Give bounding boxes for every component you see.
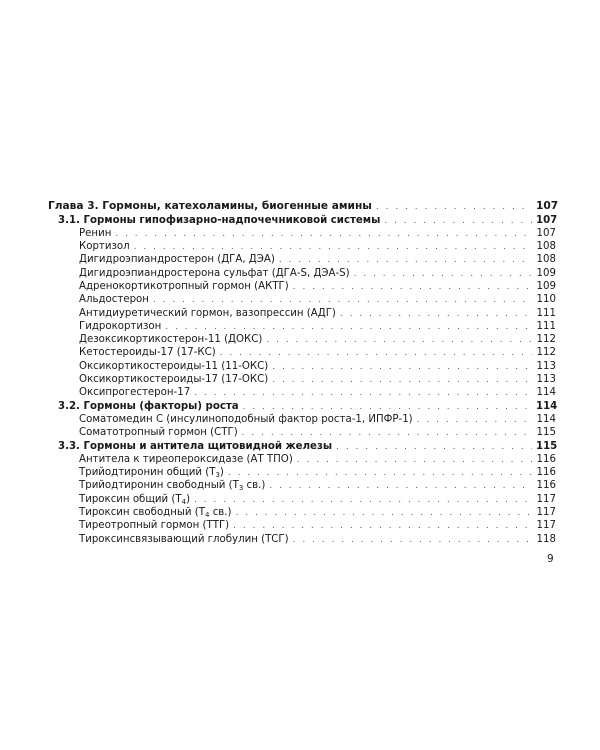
- toc-item-row[interactable]: [48, 307, 556, 320]
- toc-page-number: 113: [536, 374, 556, 386]
- toc-page-number: 108: [536, 254, 556, 266]
- toc-item-row[interactable]: [48, 320, 556, 333]
- dot-leader: [266, 334, 532, 347]
- toc-page-number: 115: [536, 427, 556, 439]
- toc-page-number: 117: [536, 493, 556, 505]
- toc-item-row[interactable]: [48, 533, 556, 546]
- toc-title-text: Оксипрогестерон-17: [79, 387, 191, 399]
- toc-section-title: [48, 440, 332, 453]
- toc-item-title: [48, 253, 275, 266]
- toc-page-number: 112: [536, 334, 556, 346]
- toc-title-subscript: 4: [204, 511, 210, 520]
- toc-item-row[interactable]: [48, 280, 556, 293]
- toc-page-number: 111: [536, 320, 556, 332]
- toc-item-row[interactable]: [48, 426, 556, 439]
- dot-leader: [336, 441, 532, 454]
- toc-title-text: Соматотропный гормон (СТГ): [79, 427, 238, 439]
- dot-leader: [293, 281, 532, 294]
- toc-section-title: [48, 400, 239, 413]
- dot-leader: [269, 480, 532, 493]
- toc-title-tail: ): [186, 493, 191, 505]
- toc-item-title: [48, 307, 336, 320]
- toc-title-text: Антидиуретический гормон, вазопрессин (АДГ): [79, 307, 336, 319]
- toc-item-title: [48, 360, 268, 373]
- toc-title-text: Гидрокортизон: [79, 320, 162, 332]
- toc-page-number: 118: [536, 533, 556, 545]
- dot-leader: [153, 294, 532, 307]
- toc-section-row[interactable]: [48, 440, 556, 453]
- toc-item-row[interactable]: [48, 466, 556, 479]
- toc-chapter-page: 107: [536, 200, 559, 212]
- toc-item-row[interactable]: [48, 346, 556, 359]
- toc-item-row[interactable]: [48, 519, 556, 532]
- dot-leader: [134, 241, 532, 254]
- toc-page-number: 107: [536, 214, 558, 226]
- dot-leader: [384, 215, 532, 228]
- dot-leader: [236, 507, 532, 520]
- dot-leader: [194, 494, 532, 507]
- toc-page-number: 114: [536, 387, 556, 399]
- toc-title-tail: ): [219, 467, 224, 479]
- toc-title-text: 3.3. Гормоны и антитела щитовидной железы: [58, 440, 333, 452]
- toc-page-number: 107: [536, 227, 556, 239]
- toc-page-number: 115: [536, 440, 558, 452]
- toc-item-row[interactable]: [48, 413, 556, 426]
- dot-leader: [272, 374, 532, 387]
- toc-title-text: Тироксин общий (Т: [79, 493, 182, 505]
- toc-page-number: 110: [536, 294, 556, 306]
- toc-item-title: [48, 320, 161, 333]
- toc-title-text: 3.1. Гормоны гипофизарно-надпочечниковой системы: [58, 214, 381, 226]
- dot-leader: [376, 200, 532, 215]
- toc-title-text: Тироксин свободный (Т: [79, 507, 205, 519]
- toc-item-title: [48, 293, 149, 306]
- toc-title-text: Тироксинсвязывающий глобулин (ТСГ): [79, 533, 289, 545]
- dot-leader: [340, 308, 532, 321]
- toc-page-number: 116: [536, 480, 556, 492]
- toc-title-tail: св.): [209, 507, 232, 519]
- toc-page-number: 112: [536, 347, 556, 359]
- dot-leader: [297, 454, 532, 467]
- toc-title-text: Трийодтиронин общий (Т: [79, 467, 216, 479]
- toc-chapter-row[interactable]: [48, 199, 559, 214]
- toc-page-number: 111: [536, 307, 556, 319]
- toc-page-number: 116: [536, 453, 556, 465]
- toc-title-text: Ренин: [79, 227, 112, 239]
- toc-item-row[interactable]: [48, 293, 556, 306]
- toc-item-row[interactable]: [48, 479, 556, 492]
- dot-leader: [233, 520, 532, 533]
- toc-item-title: [48, 346, 216, 359]
- dot-leader: [242, 427, 532, 440]
- toc-item-title: [48, 240, 130, 253]
- toc-title-text: Тиреотропный гормон (ТТГ): [79, 520, 230, 532]
- toc-title-subscript: 3: [215, 471, 220, 480]
- toc-title-text: Дезоксикортикостерон-11 (ДОКС): [79, 334, 263, 346]
- toc-page-number: 117: [536, 520, 556, 532]
- toc-section-title: [48, 214, 380, 227]
- toc-item-title: [48, 426, 238, 439]
- toc-title-text: Кетостероиды-17 (17-КС): [79, 347, 216, 359]
- table-of-contents: [48, 199, 559, 546]
- toc-item-row[interactable]: [48, 240, 556, 253]
- toc-chapter-title: Глава 3. Гормоны, катехоламины, биогенные амины: [48, 200, 372, 212]
- toc-item-row[interactable]: [48, 267, 556, 280]
- toc-section-row[interactable]: [48, 214, 556, 227]
- toc-page-number: 113: [536, 360, 556, 372]
- toc-item-title: [48, 519, 229, 532]
- toc-item-title: [48, 267, 350, 280]
- toc-item-title: [48, 280, 289, 293]
- toc-title-text: Адренокортикотропный гормон (АКТГ): [79, 280, 289, 292]
- dot-leader: [194, 387, 532, 400]
- dot-leader: [220, 347, 532, 360]
- toc-item-title: [48, 466, 224, 479]
- toc-item-row[interactable]: [48, 253, 556, 266]
- toc-title-subscript: 4: [181, 497, 187, 506]
- toc-item-title: [48, 493, 190, 506]
- toc-title-text: Оксикортикостероиды-17 (17-ОКС): [79, 374, 269, 386]
- toc-item-title: [48, 413, 413, 426]
- toc-item-title: [48, 453, 293, 466]
- dot-leader: [272, 361, 532, 374]
- dot-leader: [293, 534, 532, 547]
- toc-title-text: Дигидроэпиандростерона сульфат (ДГА-S, ДЭА-S): [79, 267, 350, 279]
- toc-item-row[interactable]: [48, 493, 556, 506]
- dot-leader: [228, 467, 532, 480]
- toc-title-text: Кортизол: [79, 241, 130, 253]
- toc-item-row[interactable]: [48, 373, 556, 386]
- toc-title-text: 3.2. Гормоны (факторы) роста: [58, 400, 239, 412]
- toc-page-number: 117: [536, 507, 556, 519]
- toc-page-number: 114: [536, 400, 558, 412]
- toc-item-title: [48, 227, 111, 240]
- toc-title-text: Оксикортикостероиды-11 (11-ОКС): [79, 360, 269, 372]
- dot-leader: [417, 414, 532, 427]
- toc-title-text: Соматомедин С (инсулиноподобный фактор роста-1, ИПФР-1): [79, 413, 413, 425]
- toc-item-row[interactable]: [48, 386, 556, 399]
- toc-page-number: 114: [536, 413, 556, 425]
- toc-item-title: [48, 386, 190, 399]
- toc-page-number: 109: [536, 280, 556, 292]
- toc-title-subscript: 3: [238, 484, 244, 493]
- toc-section-row[interactable]: [48, 400, 556, 413]
- toc-item-title: [48, 373, 268, 386]
- toc-item-row[interactable]: [48, 453, 556, 466]
- toc-page-number: 108: [536, 241, 556, 253]
- dot-leader: [279, 254, 532, 267]
- toc-item-row[interactable]: [48, 333, 556, 346]
- toc-page-number: 116: [536, 467, 556, 479]
- toc-page-number: 109: [536, 267, 556, 279]
- dot-leader: [165, 321, 532, 334]
- toc-item-row[interactable]: [48, 227, 556, 240]
- toc-title-text: Дигидроэпиандростерон (ДГА, ДЭА): [79, 254, 275, 266]
- toc-title-tail: св.): [243, 480, 266, 492]
- dot-leader: [243, 401, 532, 414]
- toc-entries: [48, 214, 556, 546]
- dot-leader: [115, 228, 532, 241]
- toc-item-title: [48, 333, 262, 346]
- dot-leader: [354, 268, 532, 281]
- toc-title-text: Трийодтиронин свободный (Т: [79, 480, 239, 492]
- toc-title-text: Антитела к тиреопероксидазе (АТ ТПО): [79, 453, 293, 465]
- toc-item-title: [48, 479, 265, 492]
- page-number: 9: [547, 553, 554, 565]
- toc-title-text: Альдостерон: [79, 294, 149, 306]
- toc-item-title: [48, 506, 232, 519]
- toc-item-title: [48, 533, 289, 546]
- toc-item-row[interactable]: [48, 360, 556, 373]
- toc-item-row[interactable]: [48, 506, 556, 519]
